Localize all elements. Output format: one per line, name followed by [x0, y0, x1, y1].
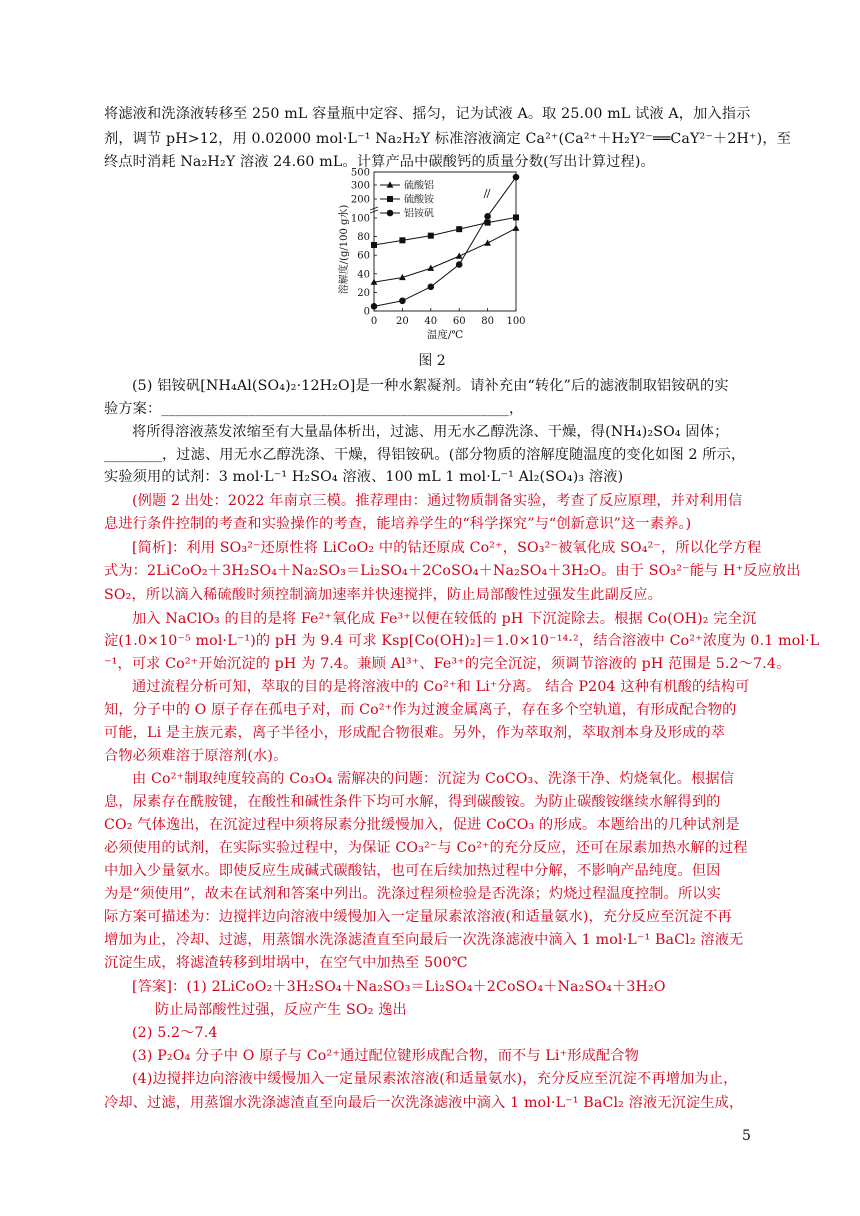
- data-point: [456, 261, 463, 268]
- x-tick-label: 60: [452, 316, 466, 327]
- data-point: [484, 213, 491, 220]
- text-line: 将所得溶液蒸发浓缩至有大量晶体析出，过滤、用无水乙醇洗涤、干燥，得(NH₄)₂SO₄ 固体；: [132, 424, 729, 440]
- data-point: [513, 214, 519, 220]
- text-line: 增加为止，冷却、过滤，用蒸馏水洗涤滤渣直至向最后一次洗涤滤液中滴入 1 mol·L⁻¹ BaCl₂ 溶液无: [104, 932, 744, 948]
- data-point: [428, 284, 435, 291]
- answer-line: 防止局部酸性过强，反应产生 SO₂ 逸出: [155, 1002, 407, 1018]
- answer-line: [答案]：(1) 2LiCoO₂＋3H₂SO₄＋Na₂SO₃＝Li₂SO₄＋2CoSO₄＋Na₂SO₄＋3H₂O: [132, 979, 666, 995]
- data-point: [399, 297, 406, 304]
- legend-label: 硫酸铵: [404, 194, 434, 206]
- text-line: 式为：2LiCoO₂＋3H₂SO₄＋Na₂SO₃＝Li₂SO₄＋2CoSO₄＋Na₂SO₄＋3H₂O。由于 SO₃²⁻能与 H⁺反应放出: [104, 563, 801, 579]
- text-line: 知，分子中的 O 原子存在孤电子对，而 Co²⁺作为过渡金属离子，存在多个空轨道，有形成配合物的: [104, 702, 737, 718]
- legend-label: 硫酸铝: [404, 180, 434, 192]
- y-tick-label: 60: [357, 250, 370, 262]
- page-number: 5: [742, 1128, 751, 1144]
- series-break-mark: [484, 189, 490, 198]
- text-line: 可能，Li 是主族元素，离子半径小，形成配合物很难。另外，作为萃取剂，萃取剂本身及形成的萃: [104, 725, 726, 741]
- y-tick-label: 40: [357, 269, 370, 281]
- text-line: 加入 NaClO₃ 的目的是将 Fe²⁺氧化成 Fe³⁺以便在较低的 pH 下沉淀除去。根据 Co(OH)₂ 完全沉: [132, 611, 757, 627]
- text-line: ________，过滤、用无水乙醇洗涤、干燥，得铝铵矾。(部分物质的溶解度随温度的变化如图 2 所示，: [104, 447, 746, 463]
- y-tick-label: 300: [350, 180, 370, 192]
- text-line: 息进行条件控制的考查和实验操作的考查，能培养学生的“科学探究”与“创新意识”这一素养。): [104, 516, 692, 532]
- y-tick-label: 80: [357, 232, 370, 244]
- data-point: [513, 225, 520, 231]
- text-line: 息，尿素存在酰胺键，在酸性和碱性条件下均可水解，得到碳酸铵。为防止碳酸铵继续水解得到的: [104, 794, 721, 810]
- y-axis-label: 溶解度/(g/100 g水): [339, 204, 350, 295]
- text-line: ⁻¹，可求 Co²⁺开始沉淀的 pH 为 7.4。兼顾 Al³⁺、Fe³⁺的完全沉淀，须调节溶液的 pH 范围是 5.2～7.4。: [104, 656, 791, 672]
- x-tick-label: 40: [424, 316, 438, 327]
- x-tick-label: 80: [481, 316, 494, 327]
- answer-line: (4)边搅拌边向溶液中缓慢加入一定量尿素浓溶液(和适量氨水)，充分反应至沉淀不再增加为止，: [132, 1071, 738, 1087]
- data-point: [456, 253, 463, 259]
- text-line: 淀(1.0×10⁻⁵ mol·L⁻¹)的 pH 为 9.4 可求 Ksp[Co(OH)₂]＝1.0×10⁻¹⁴·²，结合溶液中 Co²⁺浓度为 0.1 mol·L: [104, 633, 820, 649]
- text-line: 由 Co²⁺制取纯度较高的 Co₃O₄ 需解决的问题：沉淀为 CoCO₃、洗涤干净、灼烧氧化。根据信: [132, 771, 735, 787]
- text-line: 终点时消耗 Na₂H₂Y 溶液 24.60 mL。计算产品中碳酸钙的质量分数(写出计算过程)。: [104, 154, 655, 170]
- data-point: [456, 226, 462, 232]
- text-line: 为是“须使用”，故未在试剂和答案中列出。洗涤过程须检验是否洗涤；灼烧过程温度控制。所以实: [104, 886, 721, 902]
- text-line: 剂，调节 pH>12，用 0.02000 mol·L⁻¹ Na₂H₂Y 标准溶液滴定 Ca²⁺(Ca²⁺＋H₂Y²⁻══CaY²⁻＋2H⁺)，至: [104, 131, 792, 147]
- text-line: 沉淀生成，将滤渣转移到坩埚中，在空气中加热至 500℃: [104, 955, 468, 971]
- x-tick-label: 0: [370, 316, 378, 327]
- solubility-chart: [326, 167, 536, 341]
- data-point: [428, 233, 434, 239]
- legend-marker: [387, 210, 394, 217]
- text-line: [简析]：利用 SO₃²⁻还原性将 LiCoO₂ 中的钴还原成 Co²⁺，SO₃²⁻被氧化成 SO₄²⁻，所以化学方程: [132, 540, 762, 556]
- data-point: [371, 242, 377, 248]
- legend-marker: [387, 196, 393, 202]
- answer-line: (3) P₂O₄ 分子中 O 原子与 Co²⁺通过配位键形成配合物，而不与 Li⁺形成配合物: [132, 1048, 639, 1064]
- y-tick-label: 500: [350, 167, 370, 179]
- text-line: 验方案：________________________________________________，: [104, 401, 524, 417]
- text-line: 合物必须难溶于原溶剂(水)。: [104, 748, 288, 764]
- data-point: [371, 303, 378, 310]
- answer-line: (2) 5.2～7.4: [132, 1025, 218, 1041]
- text-line: CO₂ 气体逸出，在沉淀过程中须将尿素分批缓慢加入，促进 CoCO₃ 的形成。本题给出的几种试剂是: [104, 817, 740, 833]
- answer-line: 冷却、过滤，用蒸馏水洗涤滤渣直至向最后一次洗涤滤液中滴入 1 mol·L⁻¹ BaCl₂ 溶液无沉淀生成，: [104, 1095, 744, 1111]
- y-tick-label: 200: [350, 194, 370, 206]
- y-tick-label: 20: [357, 287, 370, 299]
- text-line: (5) 铝铵矾[NH₄Al(SO₄)₂·12H₂O]是一种水絮凝剂。请补充由“转化”后的滤液制取铝铵矾的实: [132, 378, 729, 394]
- y-tick-label: 100: [350, 213, 370, 225]
- y-tick-label: 0: [363, 306, 370, 318]
- figure-caption: 图 2: [418, 353, 446, 369]
- text-line: SO₂，所以滴入稀硫酸时须控制滴加速率并快速搅拌，防止局部酸性过强发生此副反应。: [104, 587, 662, 603]
- data-point: [399, 237, 405, 243]
- data-point: [484, 240, 491, 246]
- x-tick-label: 100: [506, 316, 526, 327]
- legend-label: 铝铵矾: [404, 208, 434, 220]
- text-line: (例题 2 出处：2022 年南京三模。推荐理由：通过物质制备实验，考查了反应原理，并对利用信: [132, 493, 743, 509]
- text-line: 将滤液和洗涤液转移至 250 mL 容量瓶中定容、摇匀，记为试液 A。取 25.00 mL 试液 A，加入指示: [104, 106, 751, 122]
- data-point: [513, 174, 520, 181]
- text-line: 际方案可描述为：边搅拌边向溶液中缓慢加入一定量尿素浓溶液(和适量氨水)，充分反应至沉淀不再: [104, 909, 732, 925]
- series-line: [374, 228, 516, 282]
- text-line: 中加入少量氨水。即使反应生成碱式碳酸钴，也可在后续加热过程中分解，不影响产品纯度。但因: [104, 863, 721, 879]
- text-line: 必须使用的试剂，在实际实验过程中，为保证 CO₃²⁻与 Co²⁺的充分反应，还可在尿素加热水解的过程: [104, 840, 748, 856]
- x-axis-label: 温度/℃: [426, 329, 464, 341]
- series-line: [374, 217, 516, 245]
- x-tick-label: 20: [396, 316, 409, 327]
- text-line: 实验须用的试剂：3 mol·L⁻¹ H₂SO₄ 溶液、100 mL 1 mol·L⁻¹ Al₂(SO₄)₃ 溶液): [104, 469, 624, 485]
- text-line: 通过流程分析可知，萃取的目的是将溶液中的 Co²⁺和 Li⁺分离。 结合 P204 这种有机酸的结构可: [132, 679, 750, 695]
